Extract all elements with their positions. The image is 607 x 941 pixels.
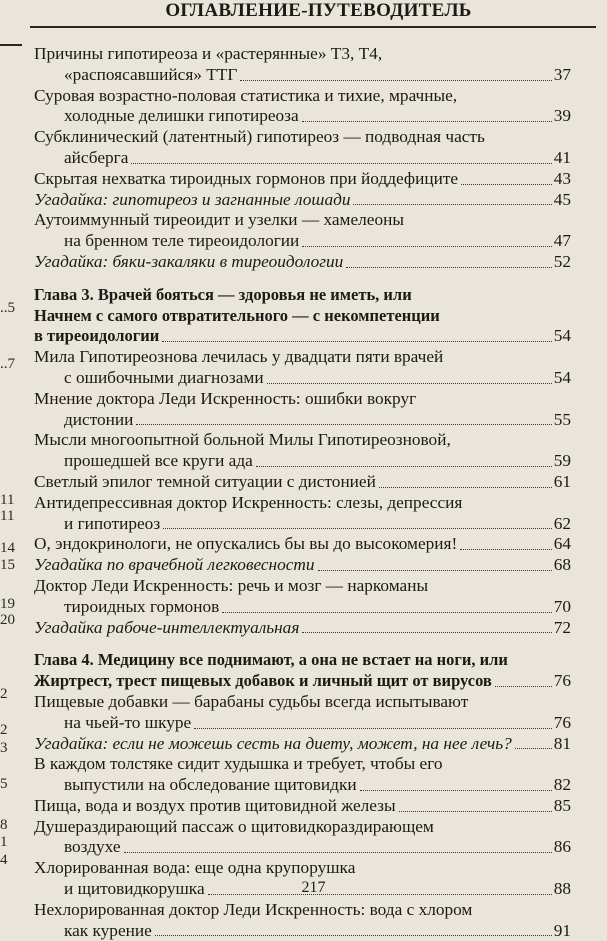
toc-entry-text: Суровая возрастно-половая статистика и тихие, мрачные, <box>34 85 458 105</box>
toc-page-number: 41 <box>553 147 571 167</box>
toc-entry-text: Глава 3. Врачей бояться — здоровья не иметь, или <box>34 284 412 304</box>
chapter-heading-entry[interactable] <box>34 650 571 692</box>
toc-entry[interactable] <box>34 534 571 555</box>
toc-entry[interactable] <box>34 817 571 859</box>
toc-page-number: 39 <box>553 106 571 126</box>
toc-entry-text: Глава 4. Медицину все поднимают, а она не встает на ноги, или <box>34 650 508 670</box>
toc-entry[interactable] <box>34 734 571 755</box>
toc-entry-last-line <box>34 618 571 639</box>
dot-leader <box>163 528 552 529</box>
dot-leader <box>124 852 552 853</box>
toc-page-number: 52 <box>553 251 571 271</box>
toc-entry-last-line <box>34 671 571 692</box>
toc-page-number: 72 <box>553 617 571 637</box>
toc-page-number: 68 <box>553 555 571 575</box>
toc-entry-text: Начнем с самого отвратительного — с некомпетенции <box>34 305 440 325</box>
toc-entry-last-line <box>34 775 571 796</box>
toc-page-number: 62 <box>553 513 571 533</box>
toc-entry-last-line <box>34 410 571 431</box>
toc-entry[interactable] <box>34 347 571 389</box>
toc-page-number: 76 <box>553 712 571 732</box>
page-header <box>0 0 607 24</box>
toc-entry-text: дистонии <box>64 409 134 429</box>
toc-page-number: 61 <box>553 471 571 491</box>
toc-entry-text: Мила Гипотиреознова лечилась у двадцати пяти врачей <box>34 347 444 367</box>
toc-entry-text: Нехлорированная доктор Леди Искренность: вода с хлором <box>34 899 473 919</box>
toc-entry-text: Пища, вода и воздух против щитовидной железы <box>34 795 396 815</box>
left-margin-number: 8 <box>0 817 8 833</box>
toc-entry-text: Угадайка: гипотиреоз и загнанные лошади <box>34 189 351 209</box>
toc-entry-text: Аутоиммунный тиреоидит и узелки — хамелеоны <box>34 210 404 230</box>
toc-entry[interactable] <box>34 190 571 211</box>
dot-leader <box>302 632 551 633</box>
toc-entry-last-line <box>34 796 571 817</box>
toc-entry-last-line <box>34 65 571 86</box>
left-margin-number: 3 <box>0 740 8 756</box>
toc-entry[interactable] <box>34 127 571 169</box>
toc-entry[interactable] <box>34 210 571 252</box>
dot-leader <box>194 728 552 729</box>
toc-entry-last-line <box>34 534 571 555</box>
chapter-heading-entry[interactable] <box>34 285 571 347</box>
toc-entry-text: холодные делишки гипотиреоза <box>64 106 299 126</box>
toc-page-number: 54 <box>553 326 571 346</box>
toc-entry-last-line <box>34 713 571 734</box>
table-of-contents <box>34 44 571 941</box>
toc-entry-last-line <box>34 837 571 858</box>
dot-leader <box>515 748 552 749</box>
toc-page-number: 59 <box>553 451 571 471</box>
toc-entry-text: и гипотиреоз <box>64 513 161 533</box>
left-margin-number: 20 <box>0 612 15 628</box>
left-margin-number: ..7 <box>0 356 15 372</box>
left-margin-number: 4 <box>0 852 8 868</box>
dot-leader <box>302 121 552 122</box>
toc-entry-last-line <box>34 106 571 127</box>
left-margin-number: 11 <box>0 492 15 508</box>
toc-entry-text: Причины гипотиреоза и «растерянные» Т3, Т4, <box>34 44 383 63</box>
toc-page-number: 88 <box>553 879 571 899</box>
left-page-margin <box>0 0 24 900</box>
toc-entry-last-line <box>34 252 571 273</box>
dot-leader <box>240 80 551 81</box>
toc-entry[interactable] <box>34 493 571 535</box>
toc-page-number: 64 <box>553 534 571 554</box>
header-rule <box>30 26 596 28</box>
toc-page-number: 54 <box>553 367 571 387</box>
toc-entry-text: Светлый эпилог темной ситуации с дистонией <box>34 471 376 491</box>
left-margin-number: 14 <box>0 540 15 556</box>
toc-entry-last-line <box>34 451 571 472</box>
toc-entry-last-line <box>34 231 571 252</box>
toc-entry[interactable] <box>34 796 571 817</box>
left-margin-number: 2 <box>0 722 8 738</box>
dot-leader <box>131 163 551 164</box>
dot-leader <box>302 246 551 247</box>
toc-page-number: 82 <box>553 775 571 795</box>
left-margin-number: 19 <box>0 596 15 612</box>
toc-entry-text: прошедшей все круги ада <box>64 451 253 471</box>
toc-entry-text: Угадайка: если не можешь сесть на диету, может, на нее лечь? <box>34 733 512 753</box>
toc-entry-last-line <box>34 472 571 493</box>
toc-entry[interactable] <box>34 900 571 941</box>
dot-leader <box>353 204 551 205</box>
section-gap <box>34 638 571 650</box>
toc-page-number: 81 <box>553 733 571 753</box>
toc-entry-last-line <box>34 514 571 535</box>
toc-page-number: 86 <box>553 837 571 857</box>
toc-entry-text: Мысли многоопытной больной Милы Гипотиреозновой, <box>34 430 451 450</box>
toc-entry-last-line <box>34 148 571 169</box>
toc-entry[interactable] <box>34 430 571 472</box>
dot-leader <box>495 686 552 687</box>
toc-entry-text: как курение <box>64 920 152 940</box>
toc-entry-last-line <box>34 190 571 211</box>
toc-entry-text: Пищевые добавки — барабаны судьбы всегда испытывают <box>34 691 469 711</box>
toc-entry-text: айсберга <box>64 147 129 167</box>
toc-page-number: 43 <box>553 168 571 188</box>
toc-entry-last-line <box>34 368 571 389</box>
section-gap <box>34 273 571 285</box>
toc-entry-text: и щитовидкорушка <box>64 879 205 899</box>
toc-entry-text: Скрытая нехватка тироидных гормонов при йоддефиците <box>34 168 459 188</box>
toc-entry[interactable] <box>34 252 571 273</box>
toc-entry[interactable] <box>34 472 571 493</box>
toc-entry-last-line <box>34 169 571 190</box>
left-margin-number: ..5 <box>0 300 15 316</box>
dot-leader <box>399 811 552 812</box>
left-margin-number: 15 <box>0 557 15 573</box>
toc-entry-text: тироидных гормонов <box>64 596 220 616</box>
toc-page-number: 91 <box>553 920 571 940</box>
toc-entry[interactable] <box>34 618 571 639</box>
toc-entry-text: воздухе <box>64 837 121 857</box>
dot-leader <box>136 424 551 425</box>
dot-leader <box>346 267 551 268</box>
toc-entry-text: Душераздирающий пассаж о щитовидкораздирающем <box>34 816 434 836</box>
toc-page-number: 55 <box>553 409 571 429</box>
toc-entry-text: Хлорированная вода: еще одна крупорушка <box>34 858 356 878</box>
toc-entry[interactable] <box>34 389 571 431</box>
left-margin-number: 5 <box>0 776 8 792</box>
left-margin-number: 2 <box>0 686 8 702</box>
toc-entry-text: «распоясавшийся» ТТГ <box>64 64 238 84</box>
toc-entry-text: Жиртрест, трест пищевых добавок и личный щит от вирусов <box>34 671 492 691</box>
toc-entry-text: на чьей-то шкуре <box>64 712 192 732</box>
toc-entry[interactable] <box>34 576 571 618</box>
toc-entry-text: Мнение доктора Леди Искренность: ошибки вокруг <box>34 388 417 408</box>
toc-entry[interactable] <box>34 754 571 796</box>
toc-entry[interactable] <box>34 692 571 734</box>
toc-entry-text: Угадайка: бяки-закаляки в тиреоидологии <box>34 251 344 271</box>
toc-entry-text: В каждом толстяке сидит худышка и требует, чтобы его <box>34 754 443 774</box>
toc-page-number: 45 <box>553 189 571 209</box>
toc-entry-last-line <box>34 734 571 755</box>
toc-entry-text: на бренном теле тиреоидологии <box>64 231 300 251</box>
toc-entry[interactable] <box>34 555 571 576</box>
toc-entry-text: в тиреоидологии <box>34 326 160 346</box>
toc-entry-last-line <box>34 597 571 618</box>
dot-leader <box>256 466 552 467</box>
dot-leader <box>360 790 552 791</box>
toc-entry[interactable] <box>34 86 571 128</box>
dot-leader <box>460 549 551 550</box>
dot-leader <box>222 612 551 613</box>
toc-entry-last-line <box>34 921 571 941</box>
toc-entry-last-line <box>34 555 571 576</box>
dot-leader <box>155 935 552 936</box>
toc-entry-text: с ошибочными диагнозами <box>64 367 264 387</box>
dot-leader <box>379 487 552 488</box>
page-number: 217 <box>301 879 326 896</box>
page-title: ОГЛАВЛЕНИЕ-ПУТЕВОДИТЕЛЬ <box>165 0 472 21</box>
toc-entry-text: Доктор Леди Искренность: речь и мозг — наркоманы <box>34 575 429 595</box>
toc-page-number: 85 <box>553 795 571 815</box>
toc-entry-text: Угадайка по врачебной легковесности <box>34 555 315 575</box>
left-page-rule <box>0 44 22 46</box>
left-margin-number: 1 <box>0 834 8 850</box>
dot-leader <box>461 184 552 185</box>
dot-leader <box>162 341 551 342</box>
toc-entry-last-line <box>34 326 571 347</box>
toc-entry-text: Угадайка рабоче-интеллектуальная <box>34 617 300 637</box>
toc-entry-text: Субклинический (латентный) гипотиреоз — подводная часть <box>34 127 485 147</box>
toc-entry-text: выпустили на обследование щитовидки <box>64 775 357 795</box>
dot-leader <box>318 570 552 571</box>
toc-entry-text: Антидепрессивная доктор Искренность: слезы, депрессия <box>34 492 463 512</box>
toc-entry[interactable] <box>34 44 571 86</box>
toc-page-number: 47 <box>553 231 571 251</box>
page-footer <box>0 879 607 897</box>
toc-page-number: 76 <box>553 671 571 691</box>
dot-leader <box>267 383 552 384</box>
left-margin-number: 11 <box>0 508 15 524</box>
toc-page-number: 37 <box>553 64 571 84</box>
toc-entry[interactable] <box>34 169 571 190</box>
toc-page-number: 70 <box>553 596 571 616</box>
toc-entry-text: О, эндокринологи, не опускались бы вы до высокомерия! <box>34 534 458 554</box>
